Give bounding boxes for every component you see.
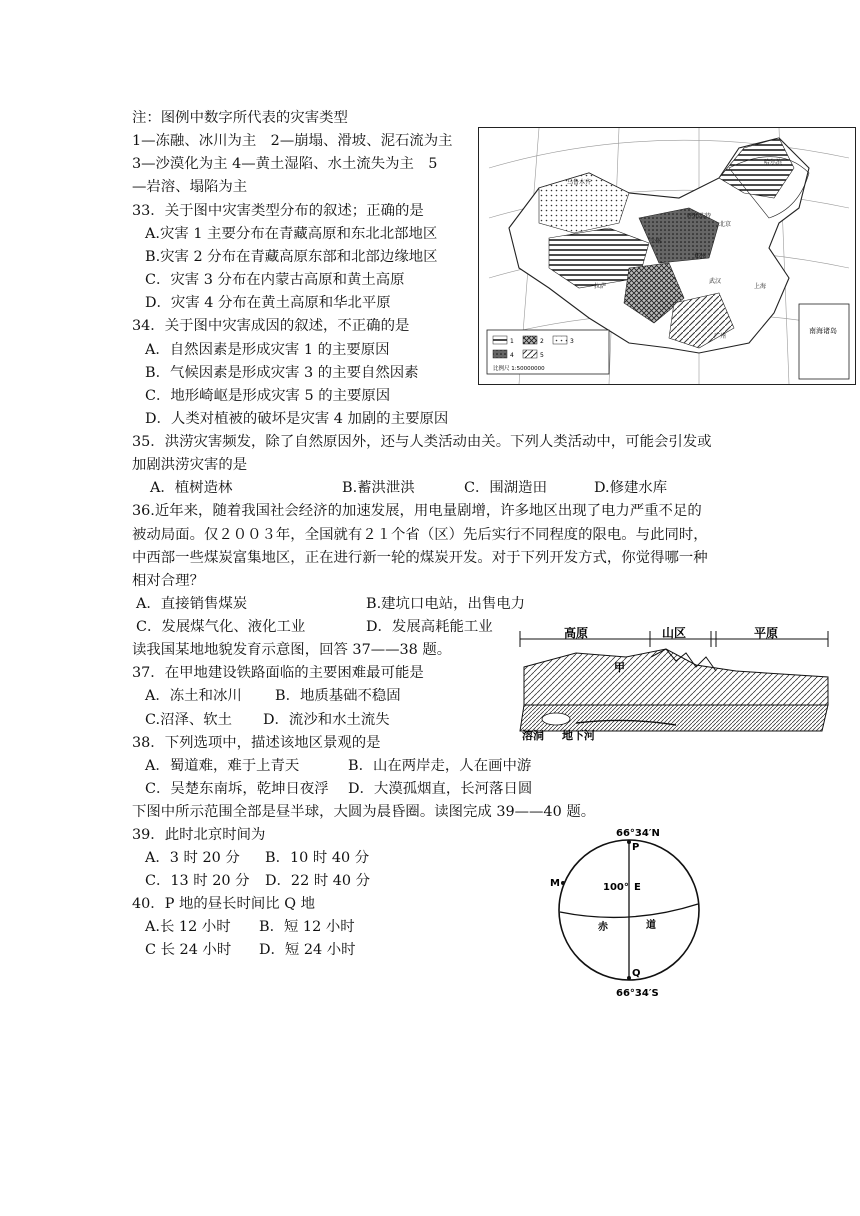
label-mountain: 山区 xyxy=(662,627,687,640)
label-plateau: 高原 xyxy=(564,627,589,640)
q38-option-d: D．大漠孤烟直，长河落日圆 xyxy=(348,781,533,797)
q36-option-b: B.建坑口电站，出售电力 xyxy=(366,596,526,612)
q33-option-a: A.灾害 1 主要分布在青藏高原和东北北部地区 xyxy=(145,226,438,242)
q35-option-d: D.修建水库 xyxy=(594,480,668,496)
label-equator-2: 道 xyxy=(646,920,656,931)
legend-num-1: 1 xyxy=(510,338,514,345)
q37-option-b: B．地质基础不稳固 xyxy=(275,688,401,704)
city-label: 呼和浩特 xyxy=(687,213,712,220)
label-north-lat: 66°34′N xyxy=(616,828,660,839)
q37-option-a: A．冻土和冰川 xyxy=(145,688,242,704)
city-label: 南海诸岛 xyxy=(809,327,837,335)
q33-stem: 33．关于图中灾害类型分布的叙述；正确的是 xyxy=(132,203,424,219)
label-equator-1: 赤 xyxy=(598,922,608,933)
q39-option-c: C．13 时 20 分 xyxy=(145,873,250,889)
q38-option-a: A．蜀道难，难于上青天 xyxy=(145,758,300,774)
q40-option-a: A.长 12 小时 xyxy=(145,919,231,935)
label-jia: 甲 xyxy=(614,661,625,674)
q36-line-2: 被动局面。仅２００３年，全国就有２１个省（区）先后实行不同程度的限电。与此同时， xyxy=(132,527,708,543)
q39-option-d: D．22 时 40 分 xyxy=(265,873,371,889)
q33-option-b: B.灾害 2 分布在青藏高原东部和北部边缘地区 xyxy=(145,249,438,265)
q34-option-a: A．自然因素是形成灾害 1 的主要原因 xyxy=(145,342,390,358)
read-prompt-39-40: 下图中所示范围全部是昼半球，大圆为晨昏圈。读图完成 39——40 题。 xyxy=(132,804,596,820)
legend-line-2: 3—沙漠化为主 4—黄土湿陷、水土流失为主 5 xyxy=(132,156,438,172)
label-underground-river: 地下河 xyxy=(562,729,595,742)
q37-option-d: D．流沙和水土流失 xyxy=(263,712,390,728)
q37-stem: 37．在甲地建设铁路面临的主要困难最可能是 xyxy=(132,665,424,681)
label-cave: 溶洞 xyxy=(522,729,544,742)
q40-option-d: D．短 24 小时 xyxy=(259,942,356,958)
label-q: Q xyxy=(632,968,641,979)
q33-option-d: D．灾害 4 分布在黄土高原和华北平原 xyxy=(145,295,391,311)
city-label: 兰州 xyxy=(649,238,662,245)
q33-option-c: C．灾害 3 分布在内蒙古高原和黄土高原 xyxy=(145,272,405,288)
q39-option-b: B．10 时 40 分 xyxy=(265,850,370,866)
terrain-svg xyxy=(516,627,832,742)
label-m: M xyxy=(550,878,560,889)
point-q-dot xyxy=(627,976,631,980)
point-m-dot xyxy=(561,881,565,885)
label-p: P xyxy=(632,842,640,853)
q38-stem: 38．下列选项中，描述该地区景观的是 xyxy=(132,735,381,751)
legend-num-3: 3 xyxy=(570,338,574,345)
legend-line-1: 1—冻融、冰川为主 2—崩塌、滑坡、泥石流为主 xyxy=(132,133,453,149)
city-label: 广州 xyxy=(714,333,727,340)
city-label: 郑州 xyxy=(694,253,707,260)
q36-line-4: 相对合理？ xyxy=(132,573,204,589)
city-label: 哈尔滨 xyxy=(764,159,783,166)
terminator-globe-diagram xyxy=(538,826,728,998)
city-label: 拉萨 xyxy=(594,283,607,290)
q38-option-b: B．山在两岸走，人在画中游 xyxy=(348,758,532,774)
cave-shape xyxy=(542,713,570,725)
map-legend xyxy=(487,330,609,374)
q38-option-c: C．吴楚东南坼，乾坤日夜浮 xyxy=(145,781,329,797)
q39-stem: 39．此时北京时间为 xyxy=(132,827,266,843)
city-label: 乌鲁木齐 xyxy=(567,179,592,186)
q35-stem-1: 35．洪涝灾害频发，除了自然原因外，还与人类活动由关。下列人类活动中，可能会引发或 xyxy=(132,434,712,450)
globe-svg xyxy=(538,826,728,998)
label-plain: 平原 xyxy=(754,627,779,640)
legend-num-4: 4 xyxy=(510,352,514,359)
q36-line-3: 中西部一些煤炭富集地区，正在进行新一轮的煤炭开发。对于下列开发方式，你觉得哪一种 xyxy=(132,550,708,566)
label-e: E xyxy=(634,882,641,893)
q36-line-1: 36.近年来，随着我国社会经济的加速发展，用电量剧增，许多地区出现了电力严重不足的 xyxy=(132,503,702,519)
q35-option-b: B.蓄洪泄洪 xyxy=(342,480,415,496)
q36-option-c: C．发展煤气化、液化工业 xyxy=(136,619,306,635)
q40-option-c: C 长 24 小时 xyxy=(145,942,232,958)
south-sea-inset xyxy=(799,304,849,379)
q37-option-c: C.沼泽、软土 xyxy=(145,712,233,728)
city-label: 武汉 xyxy=(709,278,722,285)
legend-num-2: 2 xyxy=(540,338,544,345)
q35-option-a: A．植树造林 xyxy=(150,480,233,496)
label-longitude: 100° xyxy=(603,882,629,893)
legend-line-3: —岩溶、塌陷为主 xyxy=(132,179,248,195)
label-south-lat: 66°34′S xyxy=(616,988,659,998)
q36-option-a: A．直接销售煤炭 xyxy=(136,596,248,612)
q40-option-b: B．短 12 小时 xyxy=(259,919,355,935)
point-p-dot xyxy=(627,840,631,844)
q36-option-d: D．发展高耗能工业 xyxy=(366,619,493,635)
q40-stem: 40．P 地的昼长时间比 Q 地 xyxy=(132,896,316,912)
city-label: 上海 xyxy=(754,283,767,290)
q35-option-c: C．围湖造田 xyxy=(464,480,547,496)
q34-option-c: C．地形崎岖是形成灾害 5 的主要原因 xyxy=(145,388,391,404)
map-scale: 比例尺 1:50000000 xyxy=(493,366,545,372)
legend-num-5: 5 xyxy=(540,352,544,359)
q39-option-a: A．3 时 20 分 xyxy=(145,850,240,866)
q34-stem: 34．关于图中灾害成因的叙述，不正确的是 xyxy=(132,318,410,334)
china-map-svg xyxy=(479,128,855,384)
city-label: 北京 xyxy=(719,221,732,228)
read-prompt-37-38: 读我国某地地貌发育示意图，回答 37——38 题。 xyxy=(132,642,452,658)
china-disaster-map xyxy=(478,127,856,385)
terrain-diagram xyxy=(516,627,832,742)
q34-option-b: B．气候因素是形成灾害 3 的主要自然因素 xyxy=(145,365,419,381)
terrain-surface xyxy=(524,649,828,705)
q35-stem-2: 加剧洪涝灾害的是 xyxy=(132,457,248,473)
legend-note: 注：图例中数字所代表的灾害类型 xyxy=(132,110,348,126)
q34-option-d: D．人类对植被的破坏是灾害 4 加剧的主要原因 xyxy=(145,411,449,427)
